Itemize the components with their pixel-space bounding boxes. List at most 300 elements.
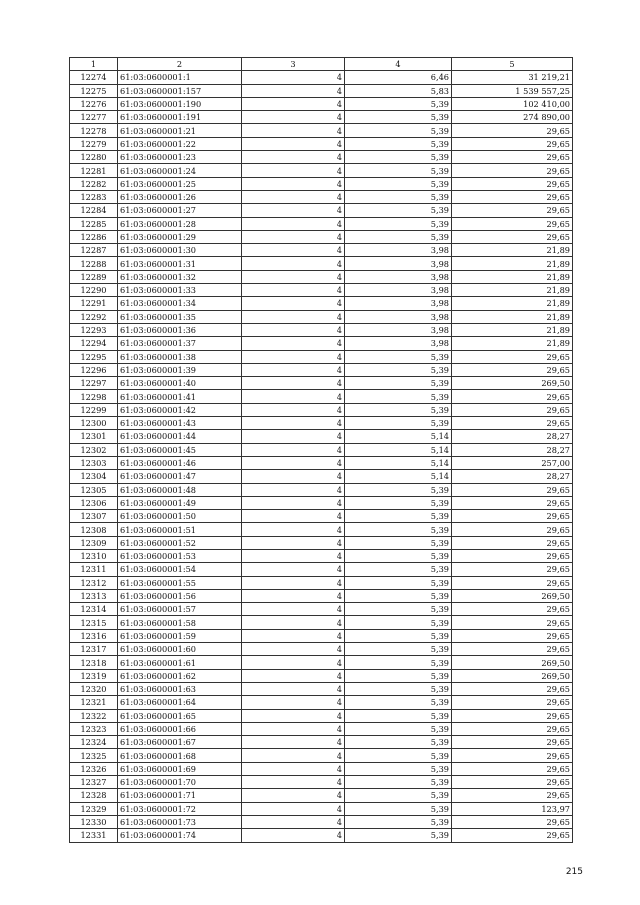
table-cell-col-4: 5,39 (345, 829, 452, 842)
table-cell-col-4: 5,39 (345, 124, 452, 137)
table-cell-col-3: 4 (242, 563, 345, 576)
table-cell-col-5: 29,65 (452, 403, 573, 416)
table-cell-col-2: 61:03:0600001:37 (118, 337, 242, 350)
table-cell-col-1: 12296 (70, 363, 118, 376)
table-row (70, 456, 573, 469)
table-cell-col-4: 5,39 (345, 722, 452, 735)
table-cell-col-1: 12313 (70, 589, 118, 602)
table-cell-col-5: 29,65 (452, 829, 573, 842)
table-cell-col-4: 5,39 (345, 629, 452, 642)
table-cell-col-1: 12284 (70, 204, 118, 217)
table-cell-col-4: 5,39 (345, 151, 452, 164)
table-cell-col-5: 29,65 (452, 749, 573, 762)
table-cell-col-1: 12302 (70, 443, 118, 456)
table-cell-col-4: 5,39 (345, 536, 452, 549)
table-cell-col-2: 61:03:0600001:68 (118, 749, 242, 762)
table-cell-col-4: 5,39 (345, 802, 452, 815)
column-header-1: 1 (70, 58, 118, 71)
table-cell-col-1: 12280 (70, 151, 118, 164)
table-cell-col-3: 4 (242, 789, 345, 802)
table-cell-col-3: 4 (242, 523, 345, 536)
table-cell-col-1: 12323 (70, 722, 118, 735)
page-number: 215 (565, 867, 583, 877)
table-cell-col-3: 4 (242, 456, 345, 469)
table-row (70, 669, 573, 682)
table-cell-col-4: 5,39 (345, 696, 452, 709)
table-cell-col-1: 12310 (70, 549, 118, 562)
table-cell-col-1: 12282 (70, 177, 118, 190)
table-cell-col-5: 29,65 (452, 536, 573, 549)
table-cell-col-2: 61:03:0600001:39 (118, 363, 242, 376)
table-cell-col-3: 4 (242, 722, 345, 735)
table-cell-col-2: 61:03:0600001:48 (118, 483, 242, 496)
table-row (70, 722, 573, 735)
table-cell-col-3: 4 (242, 244, 345, 257)
table-cell-col-1: 12309 (70, 536, 118, 549)
table-row (70, 270, 573, 283)
table-row (70, 696, 573, 709)
table-cell-col-5: 29,65 (452, 190, 573, 203)
table-cell-col-1: 12274 (70, 71, 118, 84)
table-row (70, 563, 573, 576)
table-cell-col-5: 21,89 (452, 257, 573, 270)
table-cell-col-2: 61:03:0600001:22 (118, 137, 242, 150)
table-cell-col-3: 4 (242, 217, 345, 230)
table-cell-col-4: 5,39 (345, 204, 452, 217)
table-cell-col-5: 29,65 (452, 603, 573, 616)
table-cell-col-3: 4 (242, 417, 345, 430)
table-cell-col-3: 4 (242, 549, 345, 562)
table-cell-col-3: 4 (242, 390, 345, 403)
table-cell-col-1: 12286 (70, 230, 118, 243)
table-cell-col-5: 29,65 (452, 616, 573, 629)
table-row (70, 177, 573, 190)
table-cell-col-3: 4 (242, 323, 345, 336)
table-row (70, 84, 573, 97)
table-cell-col-4: 5,14 (345, 443, 452, 456)
table-cell-col-4: 5,14 (345, 456, 452, 469)
table-row (70, 523, 573, 536)
table-cell-col-5: 1 539 557,25 (452, 84, 573, 97)
table-row (70, 377, 573, 390)
table-cell-col-1: 12311 (70, 563, 118, 576)
table-cell-col-5: 29,65 (452, 177, 573, 190)
table-cell-col-2: 61:03:0600001:1 (118, 71, 242, 84)
table-cell-col-3: 4 (242, 71, 345, 84)
table-cell-col-3: 4 (242, 616, 345, 629)
table-cell-col-2: 61:03:0600001:54 (118, 563, 242, 576)
table-row (70, 656, 573, 669)
table-cell-col-4: 3,98 (345, 244, 452, 257)
table-cell-col-5: 21,89 (452, 270, 573, 283)
table-cell-col-1: 12298 (70, 390, 118, 403)
table-cell-col-4: 5,39 (345, 736, 452, 749)
table-cell-col-4: 5,39 (345, 749, 452, 762)
table-cell-col-5: 21,89 (452, 310, 573, 323)
table-cell-col-1: 12317 (70, 643, 118, 656)
table-cell-col-3: 4 (242, 629, 345, 642)
table-row (70, 496, 573, 509)
table-row (70, 151, 573, 164)
table-cell-col-4: 6,46 (345, 71, 452, 84)
table-cell-col-1: 12301 (70, 430, 118, 443)
table-cell-col-2: 61:03:0600001:67 (118, 736, 242, 749)
table-row (70, 616, 573, 629)
table-cell-col-5: 29,65 (452, 417, 573, 430)
table-cell-col-4: 5,39 (345, 563, 452, 576)
table-row (70, 643, 573, 656)
table-cell-col-4: 5,39 (345, 603, 452, 616)
table-cell-col-2: 61:03:0600001:46 (118, 456, 242, 469)
table-cell-col-2: 61:03:0600001:24 (118, 164, 242, 177)
table-cell-col-5: 29,65 (452, 629, 573, 642)
table-cell-col-5: 29,65 (452, 483, 573, 496)
table-cell-col-5: 29,65 (452, 350, 573, 363)
table-cell-col-4: 3,98 (345, 297, 452, 310)
table-cell-col-4: 5,39 (345, 483, 452, 496)
table-cell-col-3: 4 (242, 377, 345, 390)
table-cell-col-2: 61:03:0600001:64 (118, 696, 242, 709)
table-cell-col-2: 61:03:0600001:44 (118, 430, 242, 443)
table-row (70, 789, 573, 802)
table-cell-col-3: 4 (242, 510, 345, 523)
table-cell-col-1: 12319 (70, 669, 118, 682)
table-cell-col-2: 61:03:0600001:50 (118, 510, 242, 523)
table-cell-col-2: 61:03:0600001:66 (118, 722, 242, 735)
table-cell-col-2: 61:03:0600001:21 (118, 124, 242, 137)
table-row (70, 363, 573, 376)
table-cell-col-4: 3,98 (345, 337, 452, 350)
table-cell-col-3: 4 (242, 470, 345, 483)
table-cell-col-1: 12289 (70, 270, 118, 283)
table-cell-col-5: 29,65 (452, 789, 573, 802)
table-row (70, 417, 573, 430)
column-header-5: 5 (452, 58, 573, 71)
table-cell-col-2: 61:03:0600001:71 (118, 789, 242, 802)
table-cell-col-5: 29,65 (452, 736, 573, 749)
table-row (70, 217, 573, 230)
table-cell-col-4: 5,39 (345, 403, 452, 416)
table-cell-col-2: 61:03:0600001:26 (118, 190, 242, 203)
table-cell-col-3: 4 (242, 829, 345, 842)
table-cell-col-2: 61:03:0600001:191 (118, 111, 242, 124)
table-cell-col-1: 12292 (70, 310, 118, 323)
table-cell-col-5: 29,65 (452, 815, 573, 828)
table-row (70, 97, 573, 110)
table-cell-col-1: 12321 (70, 696, 118, 709)
table-cell-col-1: 12281 (70, 164, 118, 177)
table-row (70, 510, 573, 523)
table-cell-col-1: 12293 (70, 323, 118, 336)
table-cell-col-2: 61:03:0600001:29 (118, 230, 242, 243)
table-cell-col-5: 31 219,21 (452, 71, 573, 84)
table-cell-col-5: 21,89 (452, 337, 573, 350)
table-cell-col-2: 61:03:0600001:41 (118, 390, 242, 403)
table-body (70, 71, 573, 842)
table-cell-col-1: 12331 (70, 829, 118, 842)
data-table (69, 57, 573, 843)
table-cell-col-2: 61:03:0600001:55 (118, 576, 242, 589)
table-cell-col-3: 4 (242, 97, 345, 110)
table-cell-col-2: 61:03:0600001:31 (118, 257, 242, 270)
table-cell-col-2: 61:03:0600001:32 (118, 270, 242, 283)
table-cell-col-3: 4 (242, 536, 345, 549)
table-cell-col-3: 4 (242, 257, 345, 270)
table-cell-col-1: 12285 (70, 217, 118, 230)
table-cell-col-2: 61:03:0600001:51 (118, 523, 242, 536)
table-cell-col-4: 3,98 (345, 310, 452, 323)
table-row (70, 284, 573, 297)
table-row (70, 802, 573, 815)
table-cell-col-4: 5,39 (345, 815, 452, 828)
table-cell-col-4: 5,39 (345, 111, 452, 124)
table-cell-col-3: 4 (242, 443, 345, 456)
table-cell-col-5: 269,50 (452, 669, 573, 682)
table-cell-col-5: 269,50 (452, 377, 573, 390)
table-cell-col-3: 4 (242, 363, 345, 376)
table-cell-col-2: 61:03:0600001:49 (118, 496, 242, 509)
table-cell-col-5: 29,65 (452, 563, 573, 576)
table-cell-col-4: 5,39 (345, 523, 452, 536)
table-cell-col-2: 61:03:0600001:73 (118, 815, 242, 828)
table-cell-col-2: 61:03:0600001:25 (118, 177, 242, 190)
table-cell-col-5: 29,65 (452, 549, 573, 562)
table-cell-col-3: 4 (242, 284, 345, 297)
table-row (70, 337, 573, 350)
table-cell-col-5: 21,89 (452, 323, 573, 336)
table-cell-col-4: 5,39 (345, 669, 452, 682)
table-cell-col-1: 12276 (70, 97, 118, 110)
table-cell-col-2: 61:03:0600001:43 (118, 417, 242, 430)
table-cell-col-5: 29,65 (452, 510, 573, 523)
table-cell-col-4: 5,39 (345, 762, 452, 775)
table-cell-col-3: 4 (242, 84, 345, 97)
table-cell-col-1: 12330 (70, 815, 118, 828)
table-cell-col-5: 29,65 (452, 776, 573, 789)
table-cell-col-4: 5,39 (345, 576, 452, 589)
table-cell-col-2: 61:03:0600001:45 (118, 443, 242, 456)
table-cell-col-3: 4 (242, 656, 345, 669)
table-cell-col-5: 21,89 (452, 284, 573, 297)
table-cell-col-5: 29,65 (452, 151, 573, 164)
table-cell-col-3: 4 (242, 177, 345, 190)
table-row (70, 589, 573, 602)
table-cell-col-4: 5,39 (345, 230, 452, 243)
table-cell-col-4: 3,98 (345, 284, 452, 297)
table-row (70, 443, 573, 456)
table-cell-col-1: 12279 (70, 137, 118, 150)
table-cell-col-4: 5,39 (345, 177, 452, 190)
table-cell-col-1: 12300 (70, 417, 118, 430)
table-cell-col-2: 61:03:0600001:74 (118, 829, 242, 842)
table-row (70, 71, 573, 84)
table-cell-col-3: 4 (242, 776, 345, 789)
table-cell-col-3: 4 (242, 802, 345, 815)
table-cell-col-5: 29,65 (452, 523, 573, 536)
table-cell-col-5: 29,65 (452, 682, 573, 695)
table-cell-col-2: 61:03:0600001:58 (118, 616, 242, 629)
table-cell-col-3: 4 (242, 230, 345, 243)
table-cell-col-1: 12316 (70, 629, 118, 642)
table-cell-col-4: 5,39 (345, 616, 452, 629)
table-row (70, 430, 573, 443)
table-cell-col-1: 12287 (70, 244, 118, 257)
table-cell-col-1: 12328 (70, 789, 118, 802)
table-cell-col-1: 12326 (70, 762, 118, 775)
table-cell-col-4: 5,39 (345, 496, 452, 509)
table-cell-col-1: 12312 (70, 576, 118, 589)
table-cell-col-1: 12305 (70, 483, 118, 496)
table-cell-col-1: 12277 (70, 111, 118, 124)
table-cell-col-2: 61:03:0600001:30 (118, 244, 242, 257)
table-row (70, 549, 573, 562)
table-cell-col-5: 29,65 (452, 137, 573, 150)
table-row (70, 776, 573, 789)
table-cell-col-5: 29,65 (452, 363, 573, 376)
table-cell-col-4: 5,39 (345, 709, 452, 722)
table-cell-col-5: 102 410,00 (452, 97, 573, 110)
table-cell-col-3: 4 (242, 204, 345, 217)
table-cell-col-2: 61:03:0600001:72 (118, 802, 242, 815)
table-cell-col-5: 257,00 (452, 456, 573, 469)
table-cell-col-5: 29,65 (452, 762, 573, 775)
table-cell-col-3: 4 (242, 749, 345, 762)
table-cell-col-3: 4 (242, 589, 345, 602)
table-cell-col-2: 61:03:0600001:23 (118, 151, 242, 164)
table-row (70, 576, 573, 589)
table-cell-col-1: 12275 (70, 84, 118, 97)
table-cell-col-4: 5,83 (345, 84, 452, 97)
table-cell-col-1: 12304 (70, 470, 118, 483)
table-cell-col-3: 4 (242, 682, 345, 695)
table-cell-col-2: 61:03:0600001:70 (118, 776, 242, 789)
table-cell-col-4: 5,39 (345, 643, 452, 656)
table-cell-col-5: 29,65 (452, 390, 573, 403)
table-cell-col-3: 4 (242, 576, 345, 589)
table-cell-col-5: 21,89 (452, 244, 573, 257)
table-cell-col-2: 61:03:0600001:38 (118, 350, 242, 363)
table-cell-col-4: 5,39 (345, 390, 452, 403)
table-row (70, 310, 573, 323)
table-row (70, 403, 573, 416)
table-cell-col-2: 61:03:0600001:60 (118, 643, 242, 656)
table-row (70, 244, 573, 257)
table-row (70, 736, 573, 749)
table-cell-col-4: 5,39 (345, 776, 452, 789)
table-cell-col-5: 269,50 (452, 589, 573, 602)
table-cell-col-1: 12320 (70, 682, 118, 695)
table-cell-col-3: 4 (242, 430, 345, 443)
table-cell-col-1: 12288 (70, 257, 118, 270)
table-cell-col-4: 5,39 (345, 363, 452, 376)
table-cell-col-2: 61:03:0600001:157 (118, 84, 242, 97)
table-cell-col-3: 4 (242, 815, 345, 828)
table-cell-col-3: 4 (242, 696, 345, 709)
table-row (70, 164, 573, 177)
table-cell-col-3: 4 (242, 137, 345, 150)
table-cell-col-4: 5,39 (345, 217, 452, 230)
table-cell-col-4: 5,39 (345, 137, 452, 150)
table-row (70, 257, 573, 270)
table-cell-col-4: 5,39 (345, 97, 452, 110)
table-cell-col-5: 29,65 (452, 496, 573, 509)
table-cell-col-4: 3,98 (345, 257, 452, 270)
table-cell-col-4: 5,14 (345, 470, 452, 483)
table-cell-col-1: 12283 (70, 190, 118, 203)
table-cell-col-1: 12278 (70, 124, 118, 137)
header-row (70, 58, 573, 71)
table-cell-col-5: 29,65 (452, 722, 573, 735)
table-cell-col-2: 61:03:0600001:33 (118, 284, 242, 297)
table-row (70, 323, 573, 336)
table-cell-col-1: 12294 (70, 337, 118, 350)
table-cell-col-1: 12295 (70, 350, 118, 363)
table-cell-col-2: 61:03:0600001:52 (118, 536, 242, 549)
table-cell-col-2: 61:03:0600001:42 (118, 403, 242, 416)
table-row (70, 350, 573, 363)
table-cell-col-5: 28,27 (452, 430, 573, 443)
table-cell-col-2: 61:03:0600001:61 (118, 656, 242, 669)
table-cell-col-3: 4 (242, 151, 345, 164)
table-cell-col-3: 4 (242, 643, 345, 656)
table-cell-col-1: 12322 (70, 709, 118, 722)
table-row (70, 762, 573, 775)
table-row (70, 749, 573, 762)
table-cell-col-2: 61:03:0600001:28 (118, 217, 242, 230)
table-cell-col-3: 4 (242, 669, 345, 682)
table-cell-col-5: 29,65 (452, 164, 573, 177)
table-cell-col-2: 61:03:0600001:62 (118, 669, 242, 682)
table-row (70, 297, 573, 310)
table-cell-col-3: 4 (242, 190, 345, 203)
table-cell-col-1: 12291 (70, 297, 118, 310)
table-row (70, 682, 573, 695)
table-cell-col-5: 29,65 (452, 709, 573, 722)
table-cell-col-2: 61:03:0600001:69 (118, 762, 242, 775)
table-cell-col-2: 61:03:0600001:59 (118, 629, 242, 642)
table-row (70, 483, 573, 496)
table-cell-col-1: 12315 (70, 616, 118, 629)
table-cell-col-3: 4 (242, 709, 345, 722)
table-row (70, 470, 573, 483)
table-cell-col-1: 12329 (70, 802, 118, 815)
table-row (70, 709, 573, 722)
table-cell-col-2: 61:03:0600001:53 (118, 549, 242, 562)
table-row (70, 603, 573, 616)
column-header-4: 4 (345, 58, 452, 71)
table-cell-col-3: 4 (242, 762, 345, 775)
table-cell-col-3: 4 (242, 403, 345, 416)
table-cell-col-1: 12325 (70, 749, 118, 762)
table-cell-col-5: 274 890,00 (452, 111, 573, 124)
table-row (70, 124, 573, 137)
table-cell-col-2: 61:03:0600001:63 (118, 682, 242, 695)
table-row (70, 629, 573, 642)
table-cell-col-1: 12303 (70, 456, 118, 469)
table-row (70, 204, 573, 217)
table-row (70, 137, 573, 150)
table-cell-col-2: 61:03:0600001:35 (118, 310, 242, 323)
table-cell-col-4: 5,39 (345, 417, 452, 430)
table-row (70, 536, 573, 549)
table-cell-col-5: 29,65 (452, 204, 573, 217)
table-cell-col-5: 29,65 (452, 217, 573, 230)
table-cell-col-2: 61:03:0600001:56 (118, 589, 242, 602)
table-cell-col-1: 12314 (70, 603, 118, 616)
table-cell-col-1: 12290 (70, 284, 118, 297)
table-cell-col-4: 5,39 (345, 589, 452, 602)
table-cell-col-4: 3,98 (345, 323, 452, 336)
